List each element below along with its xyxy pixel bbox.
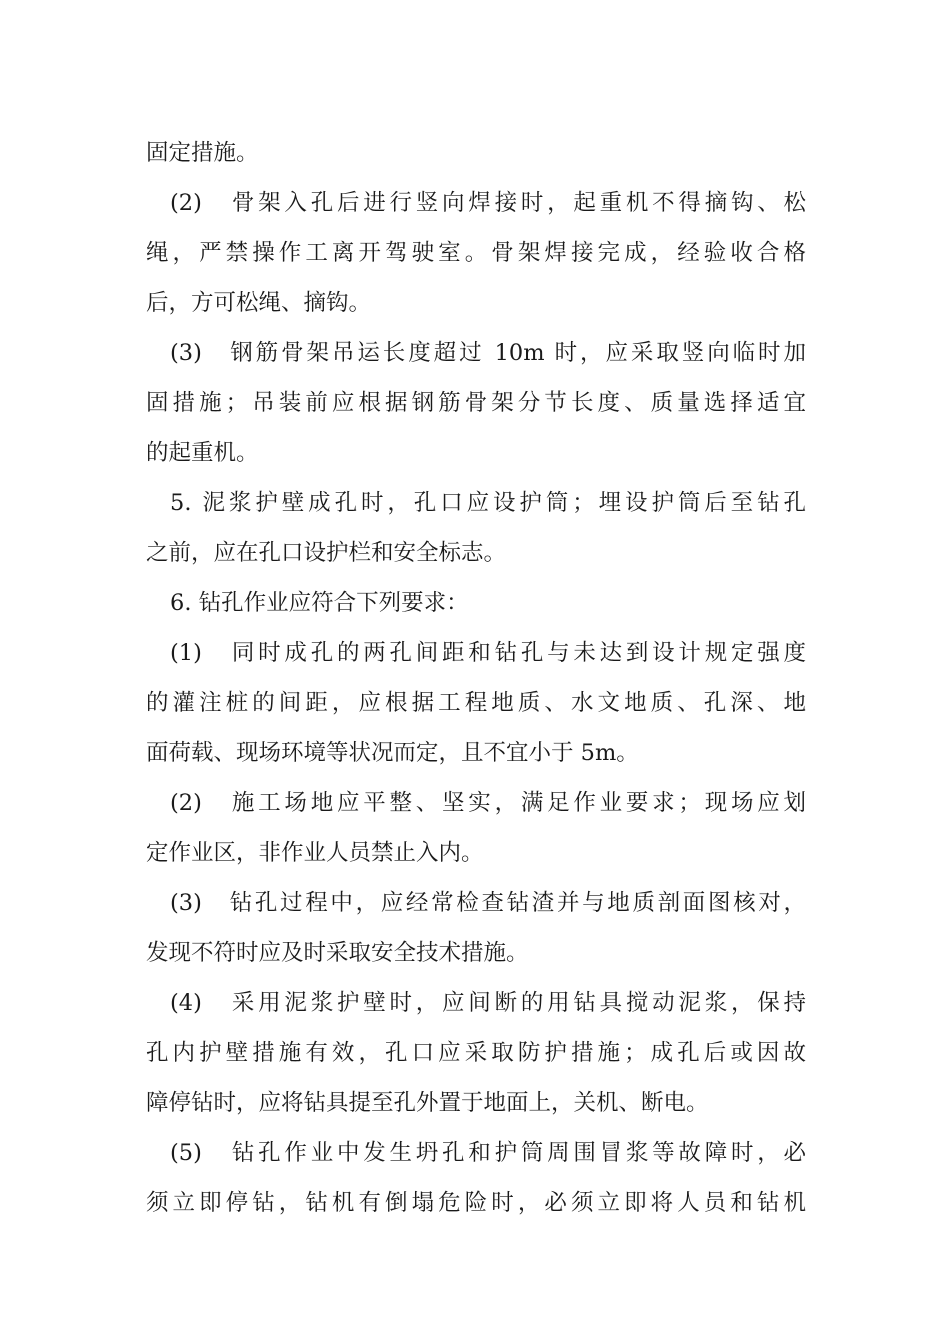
paragraph-p5: [146, 628, 806, 778]
text-line: 须立即停钻，钻机有倒塌危险时，必须立即将人员和钻机: [146, 1190, 806, 1216]
text-line: 的灌注桩的间距，应根据工程地质、水文地质、孔深、地: [146, 690, 806, 716]
text-line: 的起重机。: [146, 440, 259, 466]
paragraph-p2: [146, 328, 806, 478]
text-line: (3) 钢筋骨架吊运长度超过 10m 时，应采取竖向临时加: [170, 340, 806, 366]
text-line: (2) 骨架入孔后进行竖向焊接时，起重机不得摘钩、松: [170, 190, 806, 216]
paragraph-p1: [146, 178, 806, 328]
text-line: 固定措施。: [146, 140, 259, 166]
paragraph-p8: [146, 978, 806, 1128]
text-line: 之前，应在孔口设护栏和安全标志。: [146, 540, 507, 566]
paragraph-p4: [146, 578, 806, 628]
text-line: 障停钻时，应将钻具提至孔外置于地面上，关机、断电。: [146, 1090, 709, 1116]
paragraph-p6: [146, 778, 806, 878]
text-line: 固措施；吊装前应根据钢筋骨架分节长度、质量选择适宜: [146, 390, 806, 416]
text-line: 5. 泥浆护壁成孔时，孔口应设护筒；埋设护筒后至钻孔: [170, 490, 806, 516]
paragraph-p9: [146, 1128, 806, 1228]
text-line: (3) 钻孔过程中，应经常检查钻渣并与地质剖面图核对，: [170, 890, 806, 916]
document-page: [146, 128, 806, 1228]
text-line: (2) 施工场地应平整、坚实，满足作业要求；现场应划: [170, 790, 806, 816]
text-line: 面荷载、现场环境等状况而定，且不宜小于 5m。: [146, 740, 639, 766]
text-line: 6. 钻孔作业应符合下列要求：: [170, 590, 469, 616]
paragraph-p7: [146, 878, 806, 978]
text-line: (5) 钻孔作业中发生坍孔和护筒周围冒浆等故障时，必: [170, 1140, 806, 1166]
text-line: 发现不符时应及时采取安全技术措施。: [146, 940, 529, 966]
paragraph-p0: [146, 128, 806, 178]
text-line: 绳，严禁操作工离开驾驶室。骨架焊接完成，经验收合格: [146, 240, 806, 266]
text-line: 后，方可松绳、摘钩。: [146, 290, 372, 316]
paragraph-p3: [146, 478, 806, 578]
text-line: (1) 同时成孔的两孔间距和钻孔与未达到设计规定强度: [170, 640, 806, 666]
text-line: 定作业区，非作业人员禁止入内。: [146, 840, 484, 866]
text-line: 孔内护壁措施有效，孔口应采取防护措施；成孔后或因故: [146, 1040, 806, 1066]
text-line: (4) 采用泥浆护壁时，应间断的用钻具搅动泥浆，保持: [170, 990, 806, 1016]
